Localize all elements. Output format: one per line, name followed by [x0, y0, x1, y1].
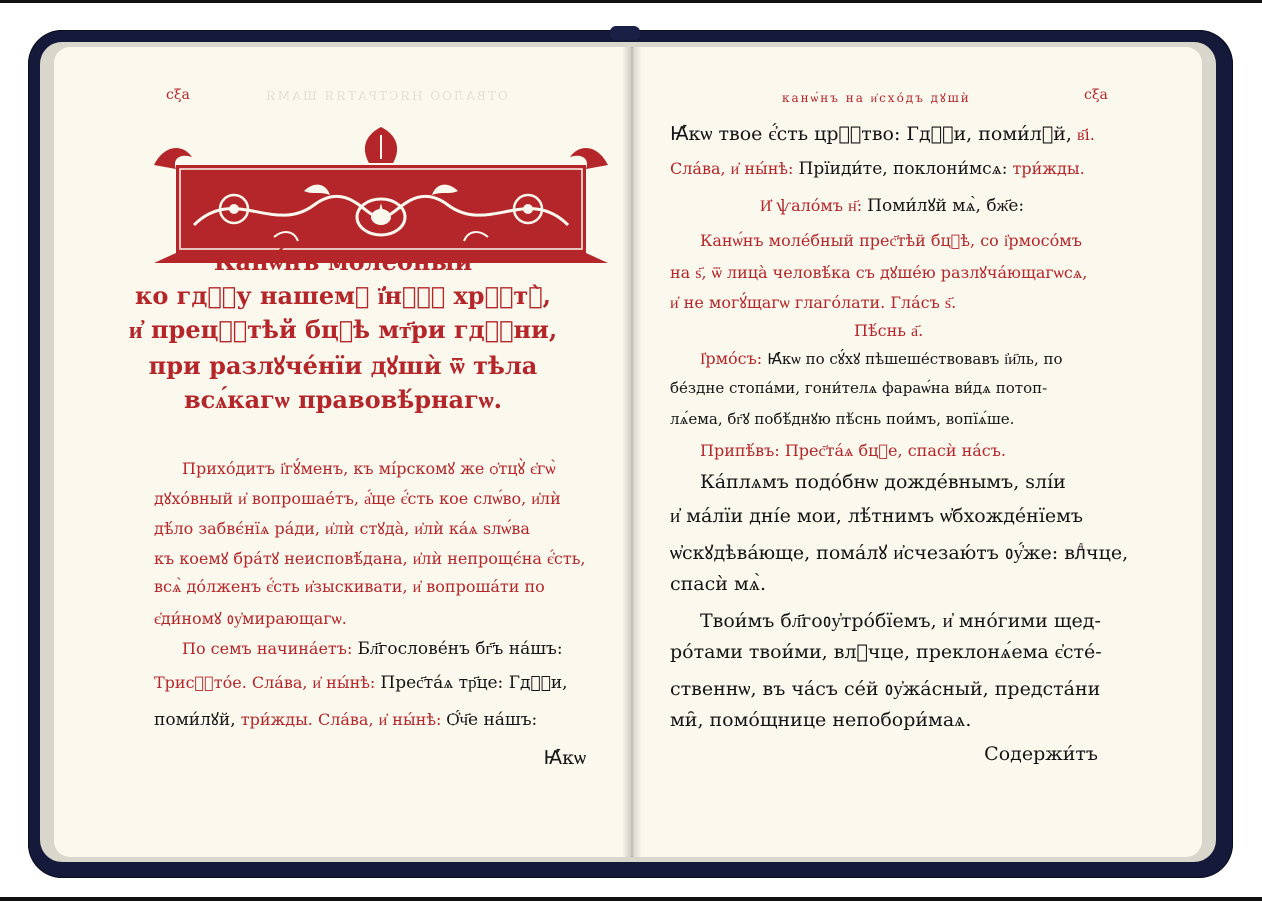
refrain-text: Прес҃та́ѧ бцⷣе, спасѝ на́съ. [784, 441, 1006, 460]
line-2-red: Сла́ва, и҆ ны́нѣ: [670, 159, 794, 178]
para2-text: Прес҃та́ѧ тр҃це: Гдⷭ҇и, [380, 673, 568, 693]
stanza2-line-2: ро́тами твои́ми, влⷣчце, преклонѧ́ема є҆сте́- [670, 641, 1102, 663]
para3-text1: поми́лꙋй, [154, 710, 236, 730]
page-number: сξа [1084, 87, 1108, 103]
title-line-5: всѧ́кагѡ правовѣ́рнагѡ. [183, 385, 503, 414]
title-line-2: ко гдⷭ҇у нашемꙋ ї҆нⷭ҇ꙋ хрⷭ҇тꙋ̀, [134, 281, 552, 310]
running-header: канѡ́нъ на и҆схо́дъ дꙋшѝ [782, 91, 971, 105]
rubric-line-5: всѧ̀ до́лженъ є҆́сть и҆зыскивати, и҆ вопроша́ти по [154, 577, 545, 596]
stanza1-line-3: ѡ҆скꙋдѣва́юще, пома́лꙋ и҆счезаю́тъ ᲂу҆́же: влⷣчце, [670, 542, 1129, 564]
rubric-line-6: є҆ди́номꙋ ᲂу҆мирающагѡ. [154, 609, 347, 628]
stanza1-line-4: спасѝ мѧ̀. [670, 573, 767, 595]
rubric-line-3: и҆ не могꙋ́щагѡ глаго́лати. Гла́съ ѕ҃. [670, 293, 957, 312]
ghost-header: ОТВАЛОО НЯСТРАТЯЯ ШАМЯ [264, 89, 508, 103]
rubric-line-1: Прихо́дитъ і҆гꙋ́менъ, къ мі́рскомꙋ же ѻ҆тцꙋ̀ є҆гѡ̀ [182, 459, 556, 478]
title-line-4: при разлꙋче́нїи дꙋшѝ ѿ тѣла [148, 351, 538, 380]
irmos-label: І҆рмо́съ: [700, 349, 763, 368]
rubric-line-3: дѣ́ло забвє́нїѧ ра́ди, и҆лѝ стꙋда̀, и҆лѝ ка́ѧ ѕлѡ́ва [154, 519, 530, 538]
irmos-line-1 [700, 349, 1063, 369]
bottom-border [0, 897, 1262, 901]
ode-heading: Пѣ́снь а҃. [854, 321, 924, 340]
line-3-text: Поми́лꙋй мѧ̀, бж҃е: [867, 196, 1025, 216]
stanza2-line-4: ми̑, помо́щнице непобори́маѧ. [670, 709, 972, 731]
line-3 [760, 193, 1024, 216]
stanza1-line-1: Ка́плѧмъ подо́бнѡ дожде́внымъ, ѕлі́и [700, 471, 1066, 493]
catchword-left-text: Ꙗ҆́кѡ [543, 747, 586, 769]
para3-text2: Ѻ҆́ч҃е на́шъ: [446, 710, 538, 730]
top-border [0, 0, 1262, 3]
line-2-red2: три́жды. [1012, 159, 1085, 178]
line-2 [670, 159, 1085, 179]
rubric-line-2: дꙋхо́вный и҆ вопрошае́тъ, а҆́ще є҆́сть кое слѡ́во, и҆лѝ [154, 489, 561, 508]
title-line-3: и҆ прецⷭ҇тѣй бцⷣѣ мт҃ри гдⷭ҇ни, [128, 315, 558, 344]
stanza2-line-3: ственнѡ, въ ча́съ се́й ᲂу҆жа́сный, предста́ни [670, 678, 1101, 700]
book-gutter [622, 47, 642, 857]
page-number: сξа [166, 87, 190, 103]
para1-text: Бл҃гослове́нъ бг҃ъ на́шъ: [357, 639, 563, 659]
line-1-text: Ꙗ҆́кѡ твое є҆́сть црⷭ҇тво: Гдⷭ҇и, поми́лꙋй, [670, 123, 1072, 145]
para2-red: Трисⷭ҇то́е. Сла́ва, и҆ ны́нѣ: [154, 673, 376, 692]
left-page [54, 47, 632, 857]
para3-red: три́жды. Сла́ва, и҆ ны́нѣ: [240, 710, 442, 729]
irmos-line-3: лѧ́ема, бг҃ꙋ побѣ́днꙋю пѣ́снь пои́мъ, вопїѧ́ше. [670, 410, 1015, 428]
right-catchword [984, 743, 1098, 765]
para2-line [154, 673, 568, 693]
left-catchword [544, 747, 586, 770]
para3-line [154, 707, 537, 730]
refrain-line [700, 441, 1006, 461]
line-1 [670, 123, 1095, 146]
bookmark-ribbon [610, 26, 640, 40]
rubric-line-4: къ коемꙋ бра́тꙋ неисповѣ́дана, и҆лѝ непрощє́на є҆́сть, [154, 549, 586, 568]
para1-lead: По семъ начина́етъ: [182, 639, 353, 658]
irmos-text-1: Ꙗ҆́кѡ по сꙋ́хꙋ пѣшеше́ствовавъ і҆и҃ль, по [767, 350, 1063, 368]
refrain-label: Припѣ́въ: [700, 441, 780, 460]
stanza1-line-2: и҆ ма́лїи дні́е мои, лѣ́тнимъ ѡ҆бхожде́нїемъ [670, 505, 1084, 527]
line-2-text: Прїиди́те, поклони́мсѧ: [798, 159, 1008, 179]
para1-line [182, 639, 563, 659]
line-1-red: в҃і. [1077, 125, 1095, 144]
right-page [632, 47, 1202, 857]
irmos-line-2: бе́здне стопа́ми, гони́телѧ фараѡ́на ви́дѧ потоп- [670, 379, 1048, 397]
ornamental-headpiece [154, 125, 608, 267]
rubric-line-2: на ѕ҃, ѿ лица̀ человѣ́ка съ дꙋше́ю разлꙋча́ющагѡсѧ, [670, 263, 1088, 282]
catchword-right-text: Содержи́тъ [984, 743, 1098, 765]
rubric-line-1: Канѡ́нъ моле́бный прес҃тѣй бцⷣѣ, со і҆рмосо́мъ [700, 231, 1082, 250]
title-line-1: Канѡ́нъ молебный [213, 247, 473, 276]
line-3-red: И҆ ѱало́мъ н҃: [760, 196, 863, 215]
stanza2-line-1: Твои́мъ бл҃гоᲂу҆тро́бїемъ, и҆ мно́гими щед- [700, 610, 1101, 632]
